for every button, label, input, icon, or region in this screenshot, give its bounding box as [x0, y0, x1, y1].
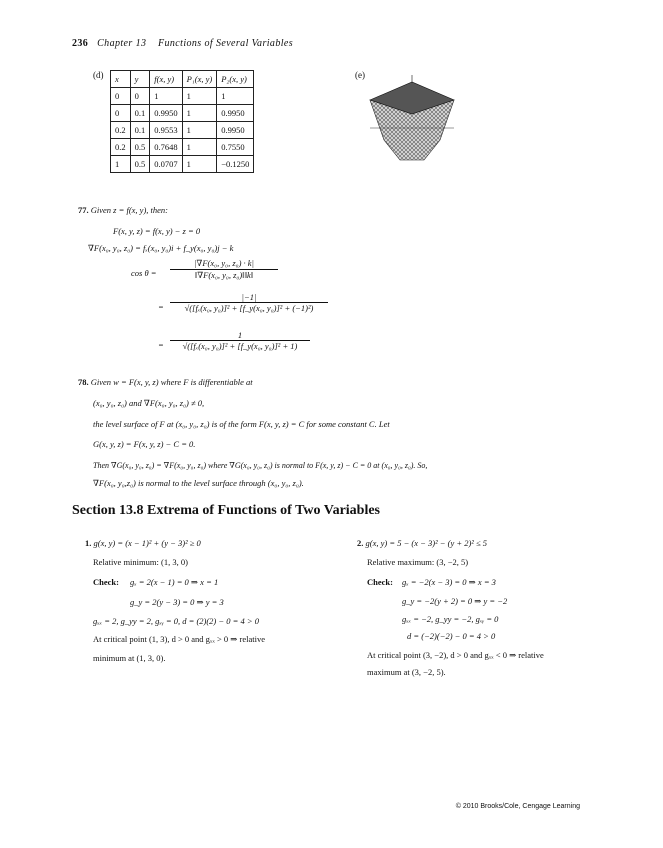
table-header-cell: f(x, y)	[150, 71, 182, 88]
p78-line-2: (x₀, y₀, z₀) and ∇F(x₀, y₀, z₀) ≠ 0,	[93, 398, 205, 408]
surface-plot-figure	[362, 70, 462, 166]
table-row	[111, 139, 254, 156]
table-cell: 0.9950	[217, 105, 254, 122]
p77-eq-1: =	[158, 302, 164, 312]
problem-2-number: 2.	[357, 538, 364, 548]
p77-denominator-1: ‖∇F(x₀, y₀, z₀)‖‖k‖	[170, 269, 278, 281]
p77-denominator-2: √([fₓ(x₀, y₀)]² + [f_y(x₀, y₀)]² + (−1)²)	[170, 302, 328, 313]
chapter-label: Chapter 13	[97, 38, 147, 49]
table-cell: 0	[130, 88, 150, 105]
problem-1	[85, 538, 201, 548]
p1-check-4: At critical point (1, 3), d > 0 and gₓₓ > 0 ⇒ relative	[93, 634, 266, 644]
p2-line-2: Relative maximum: (3, −2, 5)	[367, 557, 469, 567]
table-cell: 0.1	[130, 122, 150, 139]
problem-77-number: 77.	[78, 205, 89, 215]
table-cell: 1	[182, 88, 217, 105]
p78-line-6: ∇F(x₀, y₀,z₀) is normal to the level surface through (x₀, y₀, z₀).	[93, 478, 304, 488]
table-cell: 1	[150, 88, 182, 105]
problem-2	[357, 538, 487, 548]
p77-fraction-2	[170, 292, 328, 313]
table-header-cell: P₁(x, y)	[182, 71, 217, 88]
table-header-row	[111, 71, 254, 88]
table-cell: 0	[111, 105, 131, 122]
p77-numerator-1: |∇F(x₀, y₀, z₀) · k|	[194, 258, 254, 268]
problem-78	[78, 377, 253, 387]
table-row	[111, 156, 254, 173]
values-table	[110, 70, 254, 173]
table-cell: 0.7550	[217, 139, 254, 156]
table-header-cell: y	[130, 71, 150, 88]
p2-check-1: gₓ = −2(x − 3) = 0 ⇒ x = 3	[402, 577, 496, 587]
table-cell: 1	[182, 156, 217, 173]
p77-eq-2: =	[158, 340, 164, 350]
p77-line-2: ∇F(x₀, y₀, z₀) = fₓ(x₀, y₀)i + f_y(x₀, y₀)j − k	[88, 243, 234, 253]
p77-cos-label: cos θ =	[131, 268, 157, 278]
part-d-label: (d)	[93, 70, 104, 80]
p78-line-5: Then ∇G(x₀, y₀, z₀) = ∇F(x₀, y₀, z₀) where ∇G(x₀, y₀, z₀) is normal to F(x, y, z) − C = 0 at (x₀, y₀, z₀). So,	[93, 461, 428, 470]
p2-check-label: Check:	[367, 577, 393, 587]
table-body	[111, 88, 254, 173]
p1-check-label: Check:	[93, 577, 119, 587]
copyright-footer: © 2010 Brooks/Cole, Cengage Learning	[455, 803, 580, 810]
table-header-cell: x	[111, 71, 131, 88]
problem-77-intro: Given z = f(x, y), then:	[90, 205, 168, 215]
p1-check-2: g_y = 2(y − 3) = 0 ⇒ y = 3	[130, 597, 224, 607]
p1-check-1: gₓ = 2(x − 1) = 0 ⇒ x = 1	[130, 577, 219, 587]
table-cell: 1	[111, 156, 131, 173]
p2-line-1: g(x, y) = 5 − (x − 3)² − (y + 2)² ≤ 5	[365, 538, 488, 548]
table-header-cell: P₂(x, y)	[217, 71, 254, 88]
p78-line-3: the level surface of F at (x₀, y₀, z₀) is of the form F(x, y, z) = C for some constant C. Let	[93, 419, 390, 429]
p77-denominator-3: √([fₓ(x₀, y₀)]² + [f_y(x₀, y₀)]² + 1)	[170, 340, 310, 351]
problem-1-number: 1.	[85, 538, 92, 548]
page-header	[72, 38, 293, 49]
p1-line-1: g(x, y) = (x − 1)² + (y − 3)² ≥ 0	[93, 538, 201, 548]
table-row	[111, 105, 254, 122]
part-e-label: (e)	[355, 70, 365, 80]
p2-check-4: d = (−2)(−2) − 0 = 4 > 0	[407, 631, 496, 641]
table-cell: 0.5	[130, 139, 150, 156]
table-cell: 0.2	[111, 122, 131, 139]
p1-check-3: gₓₓ = 2, g_yy = 2, gₓᵧ = 0, d = (2)(2) − 0 = 4 > 0	[93, 616, 259, 626]
table-cell: 0.7648	[150, 139, 182, 156]
p1-line-2: Relative minimum: (1, 3, 0)	[93, 557, 188, 567]
p77-numerator-3: 1	[237, 330, 243, 340]
p2-check-5: At critical point (3, −2), d > 0 and gₓₓ < 0 ⇒ relative	[367, 650, 544, 660]
table-cell: 1	[182, 105, 217, 122]
table-cell: 0.0707	[150, 156, 182, 173]
p78-line-1: Given w = F(x, y, z) where F is differentiable at	[90, 377, 253, 387]
table-cell: 0.9950	[150, 105, 182, 122]
table-row	[111, 88, 254, 105]
problem-77	[78, 205, 168, 215]
table-cell: 0.5	[130, 156, 150, 173]
p77-fraction-3	[170, 330, 310, 351]
table-cell: 0.2	[111, 139, 131, 156]
problem-78-number: 78.	[78, 377, 89, 387]
p77-fraction-1	[170, 258, 278, 281]
table-cell: 0	[111, 88, 131, 105]
p78-line-4: G(x, y, z) = F(x, y, z) − C = 0.	[93, 439, 196, 449]
table-cell: 1	[217, 88, 254, 105]
table-cell: −0.1250	[217, 156, 254, 173]
table-cell: 0.1	[130, 105, 150, 122]
p77-line-1: F(x, y, z) = f(x, y) − z = 0	[113, 226, 201, 236]
table-cell: 1	[182, 122, 217, 139]
p2-check-3: gₓₓ = −2, g_yy = −2, gₓᵧ = 0	[402, 614, 499, 624]
page-number: 236	[72, 38, 89, 49]
p2-check-6: maximum at (3, −2, 5).	[367, 667, 446, 677]
table-cell: 0.9553	[150, 122, 182, 139]
section-title: Section 13.8 Extrema of Functions of Two Variables	[72, 503, 381, 518]
table-cell: 1	[182, 139, 217, 156]
table-row	[111, 122, 254, 139]
chapter-title: Functions of Several Variables	[158, 38, 294, 49]
table-cell: 0.9950	[217, 122, 254, 139]
p2-check-2: g_y = −2(y + 2) = 0 ⇒ y = −2	[402, 596, 508, 606]
p77-numerator-2: |−1|	[241, 292, 257, 302]
p1-check-5: minimum at (1, 3, 0).	[93, 653, 166, 663]
